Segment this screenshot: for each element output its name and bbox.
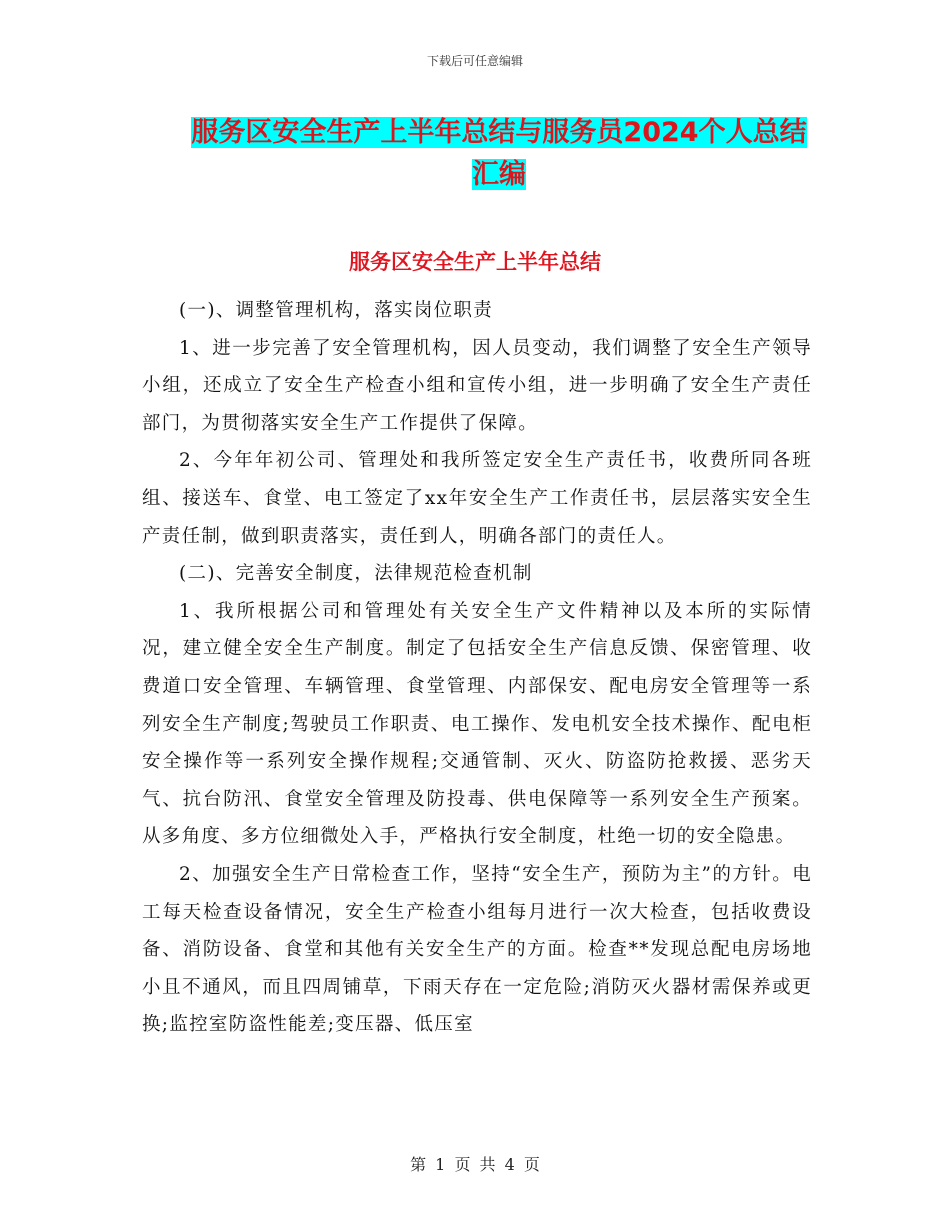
document-body xyxy=(142,292,812,1044)
header-note: 下载后可任意编辑 xyxy=(426,54,523,68)
page-footer: 第 1 页 共 4 页 xyxy=(410,1155,540,1174)
paragraph-heading-2: (二)、完善安全制度，法律规范检查机制 xyxy=(179,563,533,585)
document-title-text: 服务区安全生产上半年总结与服务员2024个人总结汇编 xyxy=(191,117,807,190)
paragraph-heading-1: (一)、调整管理机构，落实岗位职责 xyxy=(179,300,494,321)
paragraph: 2、加强安全生产日常检查工作，坚持“安全生产，预防为主”的方针。电工每天检查设备情况，安全生产检查小组每月进行一次大检查，包括收费设备、消防设备、食堂和其他有关安全生产的方面。检查**发现总配电房场地小且不通风，而且四周铺草，下雨天存在一定危险;消防灭火器材需保养或更换;监控室防盗性能差;变压器、低压室 xyxy=(142,863,812,1036)
paragraph: 1、进一步完善了安全管理机构，因人员变动，我们调整了安全生产领导小组，还成立了安全生产检查小组和宣传小组，进一步明确了安全生产责任部门，为贯彻落实安全生产工作提供了保障。 xyxy=(142,337,812,434)
paragraph: 2、今年年初公司、管理处和我所签定安全生产责任书，收费所同各班组、接送车、食堂、电工签定了xx年安全生产工作责任书，层层落实安全生产责任制，做到职责落实，责任到人，明确各部门的责任人。 xyxy=(142,450,812,547)
section-title: 服务区安全生产上半年总结 xyxy=(349,250,601,274)
paragraph: 1、我所根据公司和管理处有关安全生产文件精神以及本所的实际情 况，建立健全安全生产制度。制定了包括安全生产信息反馈、保密管理、收费道口安全管理、车辆管理、食堂管理、内部保安、配电房安全管理等一系列安全生产制度;驾驶员工作职责、电工操作、发电机安全技术操作、配电柜安全操作等一系列安全操作规程;交通管制、灭火、防盗防抢救援、恶劣天气、抗台防汛、食堂安全管理及防投毒、供电保障等一系列安全生产预案。从多角度、多方位细微处入手，严格执行安全制度，杜绝一切的安全隐患。 xyxy=(142,600,812,848)
document-title xyxy=(188,112,810,196)
